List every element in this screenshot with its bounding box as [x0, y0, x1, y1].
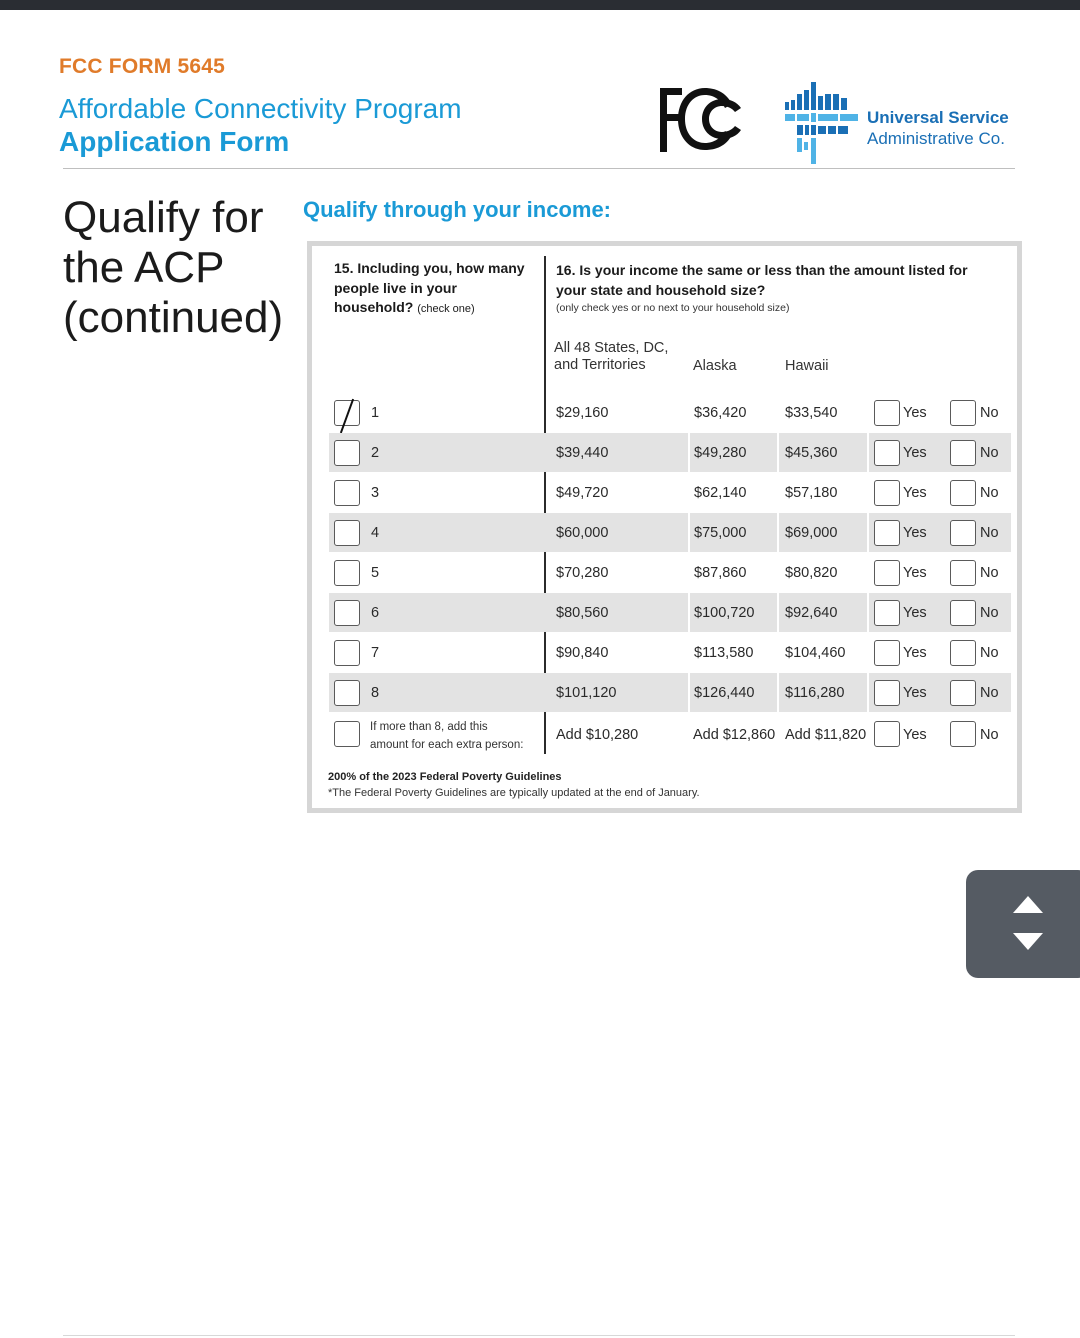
income-no-checkbox[interactable] — [950, 680, 976, 706]
income-yes-checkbox[interactable] — [874, 400, 900, 426]
no-label: No — [980, 726, 999, 743]
income-yes-checkbox[interactable] — [874, 440, 900, 466]
yes-label: Yes — [903, 444, 927, 461]
cell-separator — [777, 593, 779, 632]
no-label: No — [980, 604, 999, 621]
income-limit-hawaii: $116,280 — [785, 684, 845, 701]
income-yes-checkbox[interactable] — [874, 680, 900, 706]
household-size-checkbox[interactable] — [334, 680, 360, 706]
income-limit-states: $70,280 — [556, 564, 609, 581]
yes-label: Yes — [903, 644, 927, 661]
no-label: No — [980, 644, 999, 661]
cell-separator — [867, 673, 869, 712]
household-size-checkbox[interactable] — [334, 480, 360, 506]
section-title-line: (continued) — [63, 293, 284, 342]
income-limit-alaska: $87,860 — [694, 564, 747, 581]
section-title — [63, 193, 303, 343]
footnote — [328, 769, 700, 801]
usac-name — [867, 107, 1009, 149]
usac-logo — [785, 80, 860, 164]
header-divider — [63, 168, 1015, 169]
table-row — [329, 473, 1011, 512]
household-size-number: 7 — [371, 644, 380, 661]
income-no-checkbox[interactable] — [950, 520, 976, 546]
income-limit-alaska: $36,420 — [694, 404, 747, 421]
income-limit-hawaii: $33,540 — [785, 404, 838, 421]
question-16-text: 16. Is your income the same or less than the amount listed for your state and household size? — [556, 262, 968, 298]
household-size-number: 1 — [371, 404, 380, 421]
extra-person-label-line1: If more than 8, add this — [370, 721, 488, 733]
cell-separator — [688, 673, 690, 712]
column-header-states-line2: and Territories — [554, 357, 646, 373]
cell-separator — [688, 593, 690, 632]
income-no-checkbox-extra[interactable] — [950, 721, 976, 747]
no-label: No — [980, 524, 999, 541]
income-limit-states: $39,440 — [556, 444, 609, 461]
column-header-alaska: Alaska — [693, 358, 737, 374]
household-size-number: 2 — [371, 444, 380, 461]
cell-separator — [777, 673, 779, 712]
column-header-hawaii: Hawaii — [785, 358, 829, 374]
question-15-hint: (check one) — [417, 303, 475, 315]
household-size-number: 4 — [371, 524, 380, 541]
income-limit-alaska: $62,140 — [694, 484, 747, 501]
question-16-hint: (only check yes or no next to your household size) — [556, 302, 790, 314]
extra-person-label — [370, 718, 540, 754]
income-no-checkbox[interactable] — [950, 640, 976, 666]
income-no-checkbox[interactable] — [950, 480, 976, 506]
no-label: No — [980, 444, 999, 461]
income-yes-checkbox[interactable] — [874, 480, 900, 506]
income-limit-alaska: $126,440 — [694, 684, 755, 701]
income-limit-hawaii: $92,640 — [785, 604, 838, 621]
yes-label: Yes — [903, 684, 927, 701]
cell-separator — [867, 513, 869, 552]
no-label: No — [980, 684, 999, 701]
section-title-line: the ACP — [63, 243, 225, 292]
household-size-number: 5 — [371, 564, 380, 581]
income-limit-states: $80,560 — [556, 604, 609, 621]
cell-separator — [867, 593, 869, 632]
table-row — [329, 513, 1011, 552]
income-limit-hawaii: $57,180 — [785, 484, 838, 501]
income-yes-checkbox[interactable] — [874, 640, 900, 666]
income-no-checkbox[interactable] — [950, 400, 976, 426]
program-title: Affordable Connectivity Program — [59, 93, 462, 124]
income-yes-checkbox-extra[interactable] — [874, 721, 900, 747]
income-limit-alaska: $113,580 — [694, 644, 754, 661]
household-size-checkbox-extra[interactable] — [334, 721, 360, 747]
household-size-checkbox[interactable] — [334, 640, 360, 666]
household-size-checkbox[interactable] — [334, 600, 360, 626]
cell-separator — [867, 433, 869, 472]
footnote-title: 200% of the 2023 Federal Poverty Guidelines — [328, 771, 562, 783]
income-yes-checkbox[interactable] — [874, 560, 900, 586]
table-row — [329, 593, 1011, 632]
scroll-handle[interactable] — [966, 870, 1080, 978]
household-size-checkbox[interactable] — [334, 400, 360, 426]
income-limit-alaska: $100,720 — [694, 604, 755, 621]
up-down-arrows-icon — [1012, 896, 1044, 950]
income-limit-alaska: $75,000 — [694, 524, 747, 541]
yes-label: Yes — [903, 484, 927, 501]
bottom-divider — [63, 1335, 1015, 1336]
extra-amount-alaska: Add $12,860 — [693, 726, 776, 743]
column-header-states-line1: All 48 States, DC, — [554, 340, 669, 356]
section-title-line: Qualify for — [63, 193, 264, 242]
income-limit-states: $101,120 — [556, 684, 617, 701]
income-yes-checkbox[interactable] — [874, 600, 900, 626]
yes-label: Yes — [903, 604, 927, 621]
income-limit-hawaii: $80,820 — [785, 564, 838, 581]
yes-label: Yes — [903, 726, 927, 743]
no-label: No — [980, 484, 999, 501]
extra-amount-hawaii: Add $11,820 — [785, 726, 867, 743]
table-row — [329, 393, 1011, 432]
income-limit-states: $60,000 — [556, 524, 609, 541]
household-size-number: 6 — [371, 604, 380, 621]
fcc-logo — [652, 80, 744, 158]
household-size-checkbox[interactable] — [334, 560, 360, 586]
cell-separator — [688, 513, 690, 552]
form-title: Application Form — [59, 126, 290, 157]
question-16 — [556, 261, 996, 316]
table-row — [329, 433, 1011, 472]
yes-label: Yes — [903, 564, 927, 581]
income-limit-states: $29,160 — [556, 404, 609, 421]
table-row — [329, 553, 1011, 592]
income-yes-checkbox[interactable] — [874, 520, 900, 546]
yes-label: Yes — [903, 404, 927, 421]
form-number: FCC FORM 5645 — [59, 55, 225, 78]
subsection-title: Qualify through your income: — [303, 197, 612, 222]
income-no-checkbox[interactable] — [950, 440, 976, 466]
income-limit-states: $49,720 — [556, 484, 609, 501]
no-label: No — [980, 564, 999, 581]
income-no-checkbox[interactable] — [950, 600, 976, 626]
cell-separator — [688, 433, 690, 472]
cell-separator — [777, 513, 779, 552]
income-limit-hawaii: $69,000 — [785, 524, 838, 541]
table-row — [329, 633, 1011, 672]
income-limit-hawaii: $45,360 — [785, 444, 838, 461]
household-size-checkbox[interactable] — [334, 440, 360, 466]
table-row — [329, 673, 1011, 712]
income-limit-hawaii: $104,460 — [785, 644, 846, 661]
income-limit-alaska: $49,280 — [694, 444, 747, 461]
no-label: No — [980, 404, 999, 421]
household-size-number: 3 — [371, 484, 380, 501]
yes-label: Yes — [903, 524, 927, 541]
household-size-number: 8 — [371, 684, 380, 701]
household-size-checkbox[interactable] — [334, 520, 360, 546]
extra-person-label-line2: amount for each extra person: — [370, 739, 524, 751]
income-no-checkbox[interactable] — [950, 560, 976, 586]
extra-amount-states: Add $10,280 — [556, 726, 639, 743]
usac-name-line1: Universal Service — [867, 108, 1009, 127]
column-header-states — [554, 340, 668, 374]
cell-separator — [777, 433, 779, 472]
usac-name-line2: Administrative Co. — [867, 129, 1005, 148]
top-bar — [0, 0, 1080, 10]
question-15-text: 15. Including you, how many people live in your household? — [334, 260, 525, 315]
income-limit-states: $90,840 — [556, 644, 609, 661]
question-15 — [334, 259, 534, 320]
footnote-note: *The Federal Poverty Guidelines are typically updated at the end of January. — [328, 787, 700, 799]
